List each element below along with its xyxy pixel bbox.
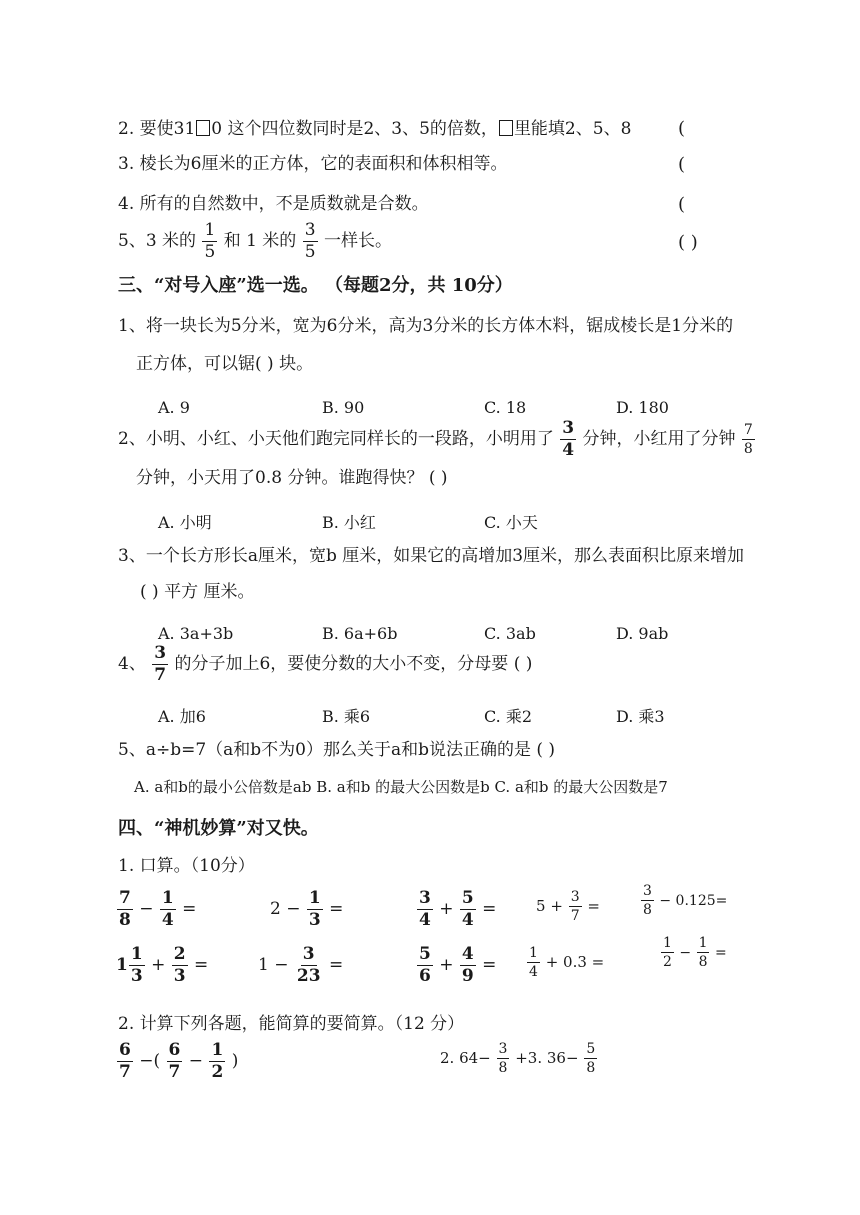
oral-expr: $\frac{3}{4}$ + $\frac{5}{4}$ = [419, 888, 497, 930]
choice-q2-line2: 分钟，小天用了0.8 分钟。谁跑得快？ ( ) [136, 468, 448, 488]
choice-q2-line1: 2、小明、小红、小天他们跑完同样长的一段路，小明用了 $\frac{3}{4}$ 分钟，小红用了分钟 $\frac{7}{8}$ [118, 418, 753, 460]
option-a[interactable]: A. 加6 [158, 707, 206, 726]
option-b[interactable]: B. 小红 [322, 513, 376, 532]
oral-expr: $\frac{1}{4}$ + 0.3 = [529, 945, 605, 980]
answer-paren[interactable]: ( [678, 118, 686, 139]
choice-q4: 4、 $\frac{3}{7}$ 的分子加上6，要使分数的大小不变，分母要 ( ) [118, 643, 533, 685]
choice-q5-options[interactable]: A. a和b的最小公倍数是ab B. a和b 的最大公因数是b C. a和b 的最大公因数是7 [134, 778, 668, 796]
oral-expr: $\frac{3}{8}$ − 0.125= [643, 883, 728, 918]
choice-q3-line1: 3、一个长方形长a厘米，宽b 厘米，如果它的高增加3厘米，那么表面积比原来增加 [118, 546, 745, 566]
calc-title: 2. 计算下列各题，能简算的要简算。（12 分） [118, 1014, 465, 1034]
choice-q3-line2: ( ) 平方 厘米。 [140, 582, 255, 602]
option-a[interactable]: A. 3a+3b [158, 624, 234, 643]
calc-expr-1: $\frac{6}{7}$ −( $\frac{6}{7}$ − $\frac{1}{2}$ ) [119, 1040, 239, 1082]
answer-paren[interactable]: ( [678, 194, 686, 215]
choice-q1-line2: 正方体，可以锯( ) 块。 [136, 354, 314, 374]
judge-q4: 4. 所有的自然数中，不是质数就是合数。 [118, 194, 429, 214]
option-d[interactable]: D. 9ab [616, 624, 669, 643]
judge-q5: 5、3 米的 $\frac{1}{5}$ 和 1 米的 $\frac{3}{5}$ 一样长。 [118, 220, 392, 262]
answer-paren[interactable]: ( ) [678, 232, 698, 253]
option-c[interactable]: C. 3ab [484, 624, 536, 643]
blank-box [499, 120, 513, 136]
oral-expr: $\frac{7}{8}$ − $\frac{1}{4}$ = [119, 888, 197, 930]
fraction: $\frac{3}{7}$ [154, 643, 167, 685]
answer-paren[interactable]: ( [678, 154, 686, 175]
option-b[interactable]: B. 90 [322, 398, 365, 417]
judge-q3: 3. 棱长为6厘米的正方体，它的表面积和体积相等。 [118, 154, 508, 174]
option-b[interactable]: B. 6a+6b [322, 624, 398, 643]
section-title: 四、“神机妙算”对又快。 [118, 818, 319, 839]
fraction: $\frac{1}{5}$ [204, 220, 216, 262]
choice-q5-line1: 5、a÷b=7（a和b不为0）那么关于a和b说法正确的是 ( ) [118, 740, 556, 760]
option-c[interactable]: C. 18 [484, 398, 527, 417]
oral-expr: 1 − $\frac{3}{23}$ = [258, 944, 344, 986]
oral-expr: 2 − $\frac{1}{3}$ = [270, 888, 344, 930]
fraction: $\frac{7}{8}$ [743, 422, 753, 457]
calc-expr-2: 2. 64− $\frac{3}{8}$ +3. 36− $\frac{5}{8}$ [440, 1041, 596, 1076]
option-d[interactable]: D. 乘3 [616, 707, 665, 726]
oral-expr: 1 $\frac{1}{3}$ + $\frac{2}{3}$ = [116, 944, 209, 986]
oral-expr: 5 + $\frac{3}{7}$ = [536, 889, 600, 924]
fraction: $\frac{3}{4}$ [562, 418, 575, 460]
option-d[interactable]: D. 180 [616, 398, 669, 417]
section-title: 三、“对号入座”选一选。 （每题2分，共 10分） [118, 275, 513, 296]
oral-title: 1. 口算。（10分） [118, 856, 255, 876]
option-a[interactable]: A. 小明 [158, 513, 212, 532]
fraction: $\frac{3}{5}$ [304, 220, 316, 262]
judge-q2: 2. 要使31 0 这个四位数同时是2、3、5的倍数， 里能填2、5、8 [118, 119, 632, 139]
oral-expr: $\frac{1}{2}$ − $\frac{1}{8}$ = [663, 935, 727, 970]
oral-expr: $\frac{5}{6}$ + $\frac{4}{9}$ = [419, 944, 497, 986]
option-c[interactable]: C. 小天 [484, 513, 538, 532]
option-a[interactable]: A. 9 [158, 398, 190, 417]
option-b[interactable]: B. 乘6 [322, 707, 371, 726]
option-c[interactable]: C. 乘2 [484, 707, 533, 726]
blank-box [196, 120, 210, 136]
choice-q1-line1: 1、将一块长为5分米，宽为6分米，高为3分米的长方体木料，锯成棱长是1分米的 [118, 316, 734, 336]
